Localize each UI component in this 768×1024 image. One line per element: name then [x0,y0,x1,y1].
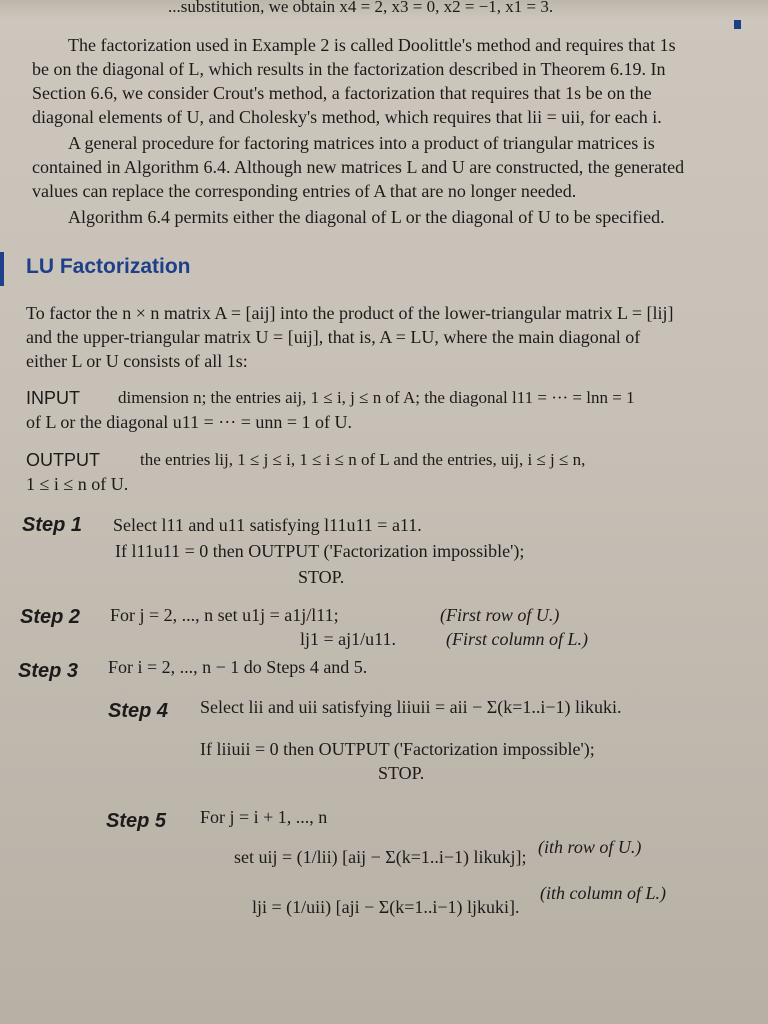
step-3-label: Step 3 [18,660,79,682]
step-5-set-l: lji = (1/uii) [aji − Σ(k=1..i−1) ljkuki]. [252,897,520,917]
output-label: OUTPUT [26,450,100,470]
step-5-note-l: (ith column of L.) [540,883,666,903]
step-2-line-2: lj1 = aj1/u11. [300,629,396,649]
step-1-line-3: STOP. [298,567,345,587]
algo-desc-3: either L or U consists of all 1s: [26,351,248,371]
algorithm-title: LU Factorization [26,255,191,278]
intro-line-3: Section 6.6, we consider Crout's method, a factorization that requires that 1s be on the [32,83,652,103]
step-5-line: For j = i + 1, ..., n [200,807,328,827]
step-4-label: Step 4 [108,700,169,722]
heading-accent-bar [0,252,4,286]
step-2-note-2: (First column of L.) [446,629,588,649]
step-5-set-u: set uij = (1/lii) [aij − Σ(k=1..i−1) likukj]; [234,847,527,867]
step-4-line-3: STOP. [378,763,425,783]
step-4-line-1: Select lii and uii satisfying liiuii = aii − Σ(k=1..i−1) likuki. [200,697,622,717]
margin-marker [734,20,741,29]
step-5-note-u: (ith row of U.) [538,837,642,857]
step-1-label: Step 1 [22,514,83,536]
step-4-line-2: If liiuii = 0 then OUTPUT ('Factorization impossible'); [200,739,595,759]
step-3-line: For i = 2, ..., n − 1 do Steps 4 and 5. [108,657,368,677]
intro-line-8: Algorithm 6.4 permits either the diagonal of L or the diagonal of U to be specified. [68,207,665,227]
output-text-1: the entries lij, 1 ≤ j ≤ i, 1 ≤ i ≤ n of L and the entries, uij, i ≤ j ≤ n, [140,450,586,469]
step-2-note-1: (First row of U.) [440,605,560,625]
intro-line-2: be on the diagonal of L, which results in the factorization described in Theorem 6.19. In [32,59,666,79]
algo-desc-2: and the upper-triangular matrix U = [uij], that is, A = LU, where the main diagonal of [26,327,641,347]
output-text-2: 1 ≤ i ≤ n of U. [26,474,129,494]
step-2-line-1: For j = 2, ..., n set u1j = a1j/l11; [110,605,339,625]
step-2-label: Step 2 [20,606,81,628]
intro-line-5: A general procedure for factoring matrices into a product of triangular matrices is [68,133,655,153]
intro-line-6: contained in Algorithm 6.4. Although new matrices L and U are constructed, the generated [32,157,685,177]
input-text-1: dimension n; the entries aij, 1 ≤ i, j ≤ n of A; the diagonal l11 = ··· = lnn = 1 [118,388,635,407]
algo-desc-1: To factor the n × n matrix A = [aij] into the product of the lower-triangular matrix L = [lij] [26,303,674,323]
top-cut-line: ...substitution, we obtain x4 = 2, x3 = 0, x2 = −1, x1 = 3. [168,0,554,16]
intro-line-7: values can replace the corresponding entries of A that are no longer needed. [32,181,577,201]
intro-line-4: diagonal elements of U, and Cholesky's method, which requires that lii = uii, for each i. [32,107,662,127]
step-1-line-2: If l11u11 = 0 then OUTPUT ('Factorization impossible'); [115,541,525,561]
input-label: INPUT [26,388,80,408]
input-text-2: of L or the diagonal u11 = ··· = unn = 1 of U. [26,412,353,432]
intro-line-1: The factorization used in Example 2 is called Doolittle's method and requires that 1s [68,35,676,55]
step-1-line-1: Select l11 and u11 satisfying l11u11 = a11. [113,515,422,535]
step-5-label: Step 5 [106,810,167,832]
